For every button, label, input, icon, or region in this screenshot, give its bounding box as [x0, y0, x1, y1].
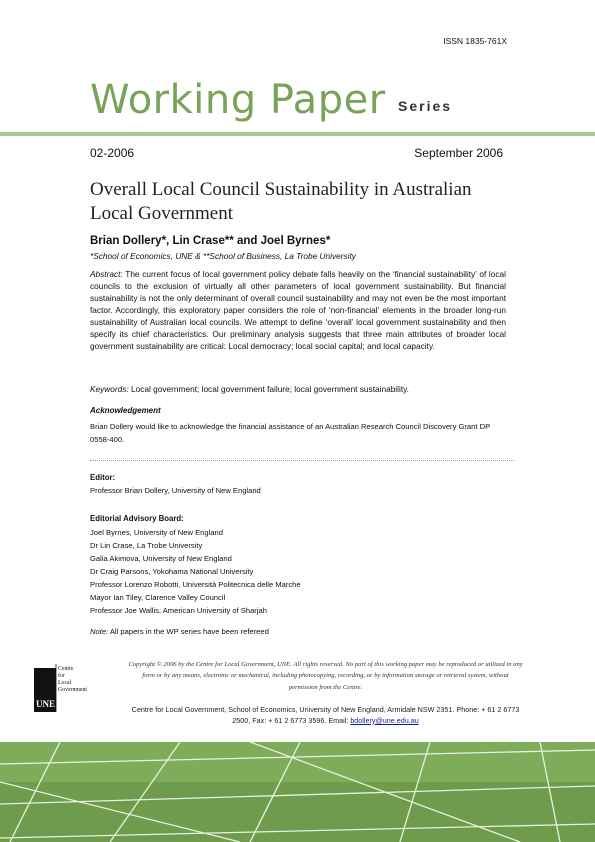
paper-date: September 2006	[414, 146, 503, 160]
referee-note	[90, 627, 269, 636]
logo-word: Centre	[58, 666, 74, 672]
note-label: Note:	[90, 627, 109, 636]
footer-field-image	[0, 742, 595, 842]
editor-heading: Editor:	[90, 473, 116, 482]
keywords-label: Keywords:	[90, 384, 129, 394]
contact-info	[128, 705, 523, 726]
paper-authors: Brian Dollery*, Lin Crase** and Joel Byrnes*	[90, 235, 331, 247]
series-title: Working Paper	[90, 77, 386, 123]
header-rule	[0, 132, 595, 136]
contact-text: Centre for Local Government, School of Economics, University of New England, Armidale NSW 2351. Phone: + 61 2 6773 2500, Fax: + 61 2 6773 3596. Email:	[131, 705, 520, 725]
board-heading: Editorial Advisory Board:	[90, 514, 184, 523]
paper-number: 02-2006	[90, 146, 135, 160]
board-member: Galia Akimova, University of New England	[90, 554, 232, 563]
board-member: Dr Craig Parsons, Yokohama National University	[90, 567, 254, 576]
editor-name: Professor Brian Dollery, University of New England	[90, 486, 261, 495]
keywords	[90, 384, 510, 394]
logo-word: Local	[58, 680, 72, 686]
keywords-text: Local government; local government failure; local government sustainability.	[128, 384, 409, 394]
author-affiliations: *School of Economics, UNE & **School of Business, La Trobe University	[90, 251, 356, 261]
logo-une: UNE	[36, 699, 56, 709]
issn-number: ISSN 1835-761X	[443, 36, 507, 46]
acknowledgement-text: Brian Dollery would like to acknowledge the financial assistance of an Australian Research Council Discovery Grant DP 0558-400.	[90, 422, 490, 444]
note-text: All papers in the WP series have been refereed	[108, 627, 269, 636]
logo-word: Government	[58, 687, 87, 693]
section-divider	[90, 460, 514, 461]
logo-word: for	[58, 673, 65, 679]
board-member: Professor Lorenzo Robotti, Università Politecnica delle Marche	[90, 580, 301, 589]
board-member: Mayor Ian Tiley, Clarence Valley Council	[90, 593, 226, 602]
copyright-notice: Copyright © 2006 by the Centre for Local Government, UNE. All rights reserved. No part of this working paper may be reproduced or utilized in any form or by any means, electronic or mechanical, including photocopying, recording, or by information storage or retrieval system, without permission from the Centre.	[128, 661, 523, 691]
abstract-text: The current focus of local government policy debate falls heavily on the ‘financial sustainability’ of local councils to the exclusion of virtually all other parameters of local government sustainability. But financial sustainability is not the only determinant of overall council sustainability and may not even be the most important factor. Accordingly, this exploratory paper considers the role of ‘non-financial’ elements in the broader long-run sustainability of Australian local councils. We attempt to define ‘overall’ local government sustainability and then specify its chief characteristics. Our preliminary analysis suggests that three main attributes of broader local government sustainability are critical: Local democracy; local social capital; and local capacity.	[90, 269, 506, 351]
abstract	[90, 268, 506, 352]
abstract-label: Abstract:	[90, 269, 123, 279]
une-logo	[34, 660, 90, 712]
contact-email-link[interactable]: bdollery@une.edu.au	[350, 715, 419, 725]
series-subtitle: Series	[398, 98, 453, 114]
board-member: Dr Lin Crase, La Trobe University	[90, 541, 203, 550]
paper-title: Overall Local Council Sustainability in Australian Local Government	[90, 179, 472, 224]
board-list	[90, 526, 301, 617]
acknowledgement-heading: Acknowledgement	[90, 406, 161, 415]
board-member: Joel Byrnes, University of New England	[90, 528, 223, 537]
board-member: Professor Joe Wallis, American University of Sharjah	[90, 606, 267, 615]
